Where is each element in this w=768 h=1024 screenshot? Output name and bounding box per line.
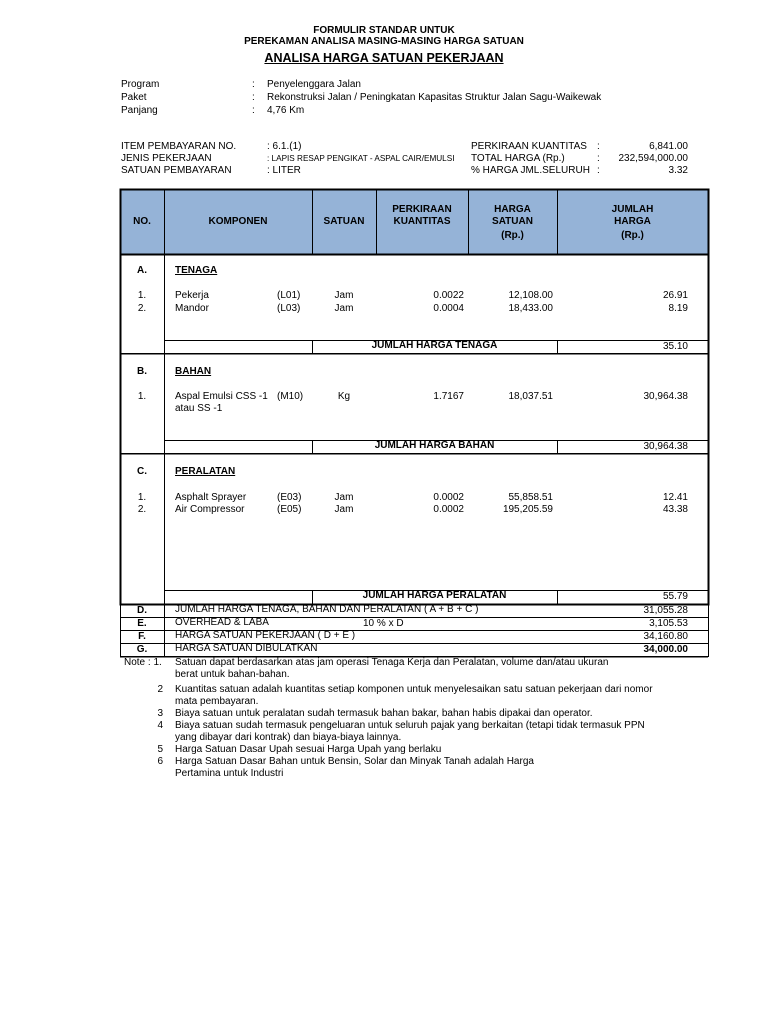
row-name: Aspal Emulsi CSS -1 [175, 391, 268, 402]
note-item-1: Satuan dapat berdasarkan atas jam operasi Tenaga Kerja dan Peralatan, volume dan/atau ukuran [175, 657, 609, 668]
row-unit: Jam [334, 290, 354, 301]
note-number: 5 [157, 744, 163, 755]
sum-value: 35.10 [662, 341, 688, 352]
row-total: 30,964.38 [643, 391, 688, 402]
col-jumlah-header-1: JUMLAH [611, 204, 654, 215]
col-harga-header-1: HARGA [494, 204, 531, 215]
note-item-4: Biaya satuan sudah termasuk pengeluaran untuk seluruh pajak yang berkaitan (tetapi tidak termasuk PPN [175, 720, 645, 731]
kuantitas-value: 6,841.00 [649, 141, 688, 152]
row-total: 26.91 [662, 290, 688, 301]
note-item-2: Kuantitas satuan adalah kuantitas setiap komponen untuk menyelesaikan satu satuan pekerjaan dari nomor [175, 684, 653, 695]
info-label-program: Program [121, 79, 160, 90]
row-price: 12,108.00 [508, 290, 553, 301]
total-sep: : [597, 153, 600, 164]
section-name: PERALATAN [175, 466, 236, 477]
col-jumlah-header-2: HARGA [614, 216, 651, 227]
summary-label: HARGA SATUAN DIBULATKAN [175, 643, 318, 654]
summary-mid: 10 % x D [363, 618, 404, 629]
persen-sep: : [597, 165, 600, 176]
note-item-6: Harga Satuan Dasar Bahan untuk Bensin, Solar dan Minyak Tanah adalah Harga [175, 756, 534, 767]
section-code: C. [137, 466, 147, 477]
row-total: 12.41 [662, 492, 688, 503]
note-item-2-cont: mata pembayaran. [175, 696, 259, 707]
persen-value: 3.32 [668, 165, 688, 176]
row-qty: 0.0022 [433, 290, 464, 301]
page-title: ANALISA HARGA SATUAN PEKERJAAN [264, 51, 504, 65]
col-komponen-header: KOMPONEN [208, 216, 268, 227]
summary-code: G. [136, 644, 148, 655]
form-title-line1: FORMULIR STANDAR UNTUK [313, 25, 455, 36]
row-name: Mandor [175, 303, 209, 314]
info-value-panjang: 4,76 Km [267, 105, 305, 116]
row-qty: 0.0002 [433, 504, 464, 515]
row-name: Pekerja [175, 290, 209, 301]
row-no: 2. [137, 504, 147, 515]
form-title-line2: PEREKAMAN ANALISA MASING-MASING HARGA SATUAN [244, 36, 524, 47]
persen-label: % HARGA JML.SELURUH [471, 165, 590, 176]
row-no: 1. [137, 492, 147, 503]
col-harga-header-2: SATUAN [492, 216, 533, 227]
info-sep: : [252, 79, 255, 90]
note-number: 4 [157, 720, 163, 731]
row-name-line2: atau SS -1 [175, 403, 223, 414]
info-label-paket: Paket [121, 92, 147, 103]
row-code: (E03) [277, 492, 302, 503]
info-value-paket: Rekonstruksi Jalan / Peningkatan Kapasitas Struktur Jalan Sagu-Waikewak [267, 92, 602, 103]
total-label: TOTAL HARGA (Rp.) [471, 153, 565, 164]
note-number: 6 [157, 756, 163, 767]
info-value-program: Penyelenggara Jalan [267, 79, 361, 90]
summary-code: E. [137, 618, 147, 629]
row-code: (E05) [277, 504, 302, 515]
row-price: 55,858.51 [508, 492, 553, 503]
col-satuan-header: SATUAN [323, 216, 365, 227]
col-no-header: NO. [133, 216, 151, 227]
row-no: 1. [137, 391, 147, 402]
sum-label: JUMLAH HARGA TENAGA [371, 340, 498, 351]
row-price: 18,037.51 [508, 391, 553, 402]
summary-value: 3,105.53 [649, 618, 688, 629]
row-unit: Jam [334, 492, 354, 503]
sum-label: JUMLAH HARGA PERALATAN [362, 590, 507, 601]
row-unit: Jam [334, 504, 354, 515]
summary-label: HARGA SATUAN PEKERJAAN ( D + E ) [175, 630, 356, 641]
summary-label: OVERHEAD & LABA [175, 617, 269, 628]
sum-value: 55.79 [662, 591, 688, 602]
row-no: 2. [137, 303, 147, 314]
item-no-label: ITEM PEMBAYARAN NO. [121, 141, 237, 152]
note-item-4-cont: yang dibayar dari kontrak) dan biaya-biaya lainnya. [175, 732, 402, 743]
kuantitas-label: PERKIRAAN KUANTITAS [471, 141, 587, 152]
summary-code: F. [138, 631, 146, 642]
info-label-panjang: Panjang [121, 105, 158, 116]
row-qty: 0.0004 [433, 303, 464, 314]
col-kuantitas-header-2: KUANTITAS [393, 216, 451, 227]
summary-code: D. [137, 605, 147, 616]
col-jumlah-header-3: (Rp.) [621, 230, 644, 241]
row-total: 8.19 [668, 303, 688, 314]
jenis-label: JENIS PEKERJAAN [121, 153, 212, 164]
info-sep: : [252, 105, 255, 116]
kuantitas-sep: : [597, 141, 600, 152]
section-code: B. [137, 366, 147, 377]
satuan-label: SATUAN PEMBAYARAN [121, 165, 232, 176]
summary-label: JUMLAH HARGA TENAGA, BAHAN DAN PERALATAN ( A + B + C ) [175, 604, 479, 615]
sum-value: 30,964.38 [643, 441, 688, 452]
note-item-1-cont: berat untuk bahan-bahan. [175, 669, 290, 680]
row-no: 1. [137, 290, 147, 301]
info-sep: : [252, 92, 255, 103]
row-name: Asphalt Sprayer [175, 492, 247, 503]
note-number: 2 [157, 684, 163, 695]
row-code: (L03) [277, 303, 301, 314]
row-code: (L01) [277, 290, 301, 301]
note-item-3: Biaya satuan untuk peralatan sudah termasuk bahan bakar, bahan habis dipakai dan operator. [175, 708, 593, 719]
row-unit: Kg [337, 391, 351, 402]
row-total: 43.38 [662, 504, 688, 515]
row-price: 18,433.00 [508, 303, 553, 314]
col-kuantitas-header-1: PERKIRAAN [392, 204, 452, 215]
row-price: 195,205.59 [502, 504, 553, 515]
row-name: Air Compressor [175, 504, 245, 515]
section-code: A. [137, 265, 147, 276]
row-qty: 0.0002 [433, 492, 464, 503]
notes-prefix: Note : 1. [124, 657, 162, 668]
item-no-value: : 6.1.(1) [267, 141, 302, 152]
summary-value: 34,000.00 [643, 644, 688, 655]
col-harga-header-3: (Rp.) [501, 230, 524, 241]
summary-value: 34,160.80 [643, 631, 688, 642]
row-unit: Jam [334, 303, 354, 314]
total-value: 232,594,000.00 [618, 153, 688, 164]
sum-label: JUMLAH HARGA BAHAN [374, 440, 495, 451]
jenis-value: : LAPIS RESAP PENGIKAT - ASPAL CAIR/EMULSI [267, 154, 455, 163]
section-name: BAHAN [175, 366, 212, 377]
section-name: TENAGA [175, 265, 218, 276]
summary-value: 31,055.28 [643, 605, 688, 616]
row-code: (M10) [277, 391, 304, 402]
note-item-6-cont: Pertamina untuk Industri [175, 768, 284, 779]
row-qty: 1.7167 [433, 391, 464, 402]
note-item-5: Harga Satuan Dasar Upah sesuai Harga Upah yang berlaku [175, 744, 442, 755]
note-number: 3 [157, 708, 163, 719]
satuan-value: : LITER [267, 165, 301, 176]
